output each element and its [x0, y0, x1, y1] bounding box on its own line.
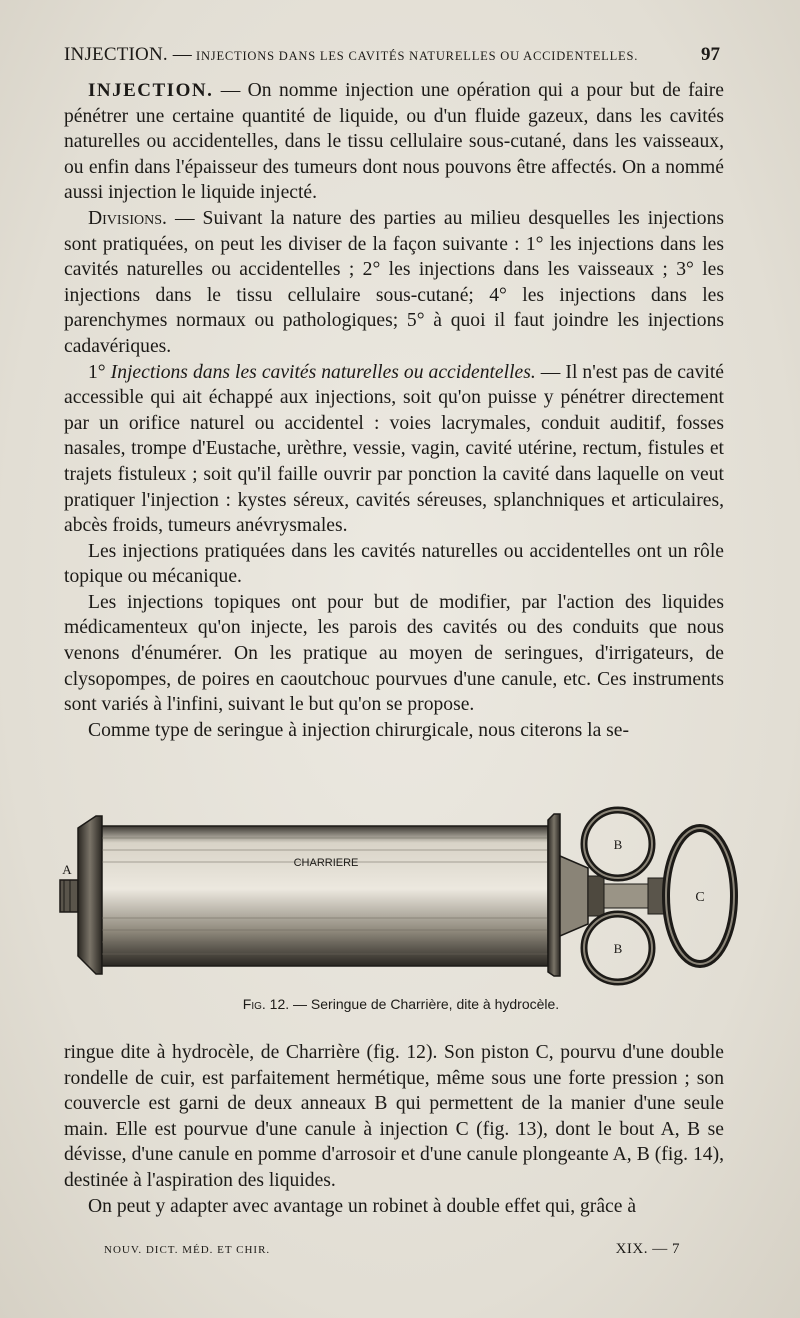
paragraph-divisions: Divisions. — Suivant la nature des parties au milieu desquelles les injections sont pratiquées, on peut les diviser de la façon suivante : 1° les injections dans les cavités naturelles ou accidentelles ; 2° les injections dans les vaisseaux ; 3° les injections dans le tissu cellulaire sous-cutané; 4° les injections dans les parenchymes normaux ou pathologiques; 5° à quoi il faut joindre les injections cadavériques. — [64, 207, 724, 357]
label-c: C — [695, 890, 705, 905]
header-subtitle: INJECTIONS DANS LES CAVITÉS NATURELLES OU ACCIDENTELLES. — [196, 49, 639, 63]
paragraph-cavities: 1° Injections dans les cavités naturelles ou accidentelles. — Il n'est pas de cavité accessible qui ait échappé aux injections, soit qu'on puisse y pénétrer directement par un orifice naturel ou accidentel : voies lacrymales, conduit auditif, fosses nasales, trompe d'Eustache, urèthre, vessie, vagin, cavité utérine, rectum, fistules et trajets fistuleux ; soit qu'il faille ouvrir par ponction la cavité dans laquelle on veut pratiquer l'injection : kystes séreux, cavités séreuses, splanchniques et articulaires, abcès froids, tumeurs anévrysmales. — [64, 361, 725, 537]
section-heading-divisions: Divisions. — [88, 207, 167, 229]
label-b-bottom: B — [613, 941, 623, 956]
running-header — [64, 44, 720, 74]
caption-figure-number: Fig. 12. — [242, 996, 290, 1012]
caption-text: — Seringue de Charrière, dite à hydrocèle. — [289, 996, 560, 1012]
figure-12 — [56, 806, 746, 1012]
label-b-top: B — [613, 837, 623, 852]
figure-caption — [56, 996, 746, 1012]
header-title: INJECTION. — — [64, 44, 192, 65]
paragraph-definition: INJECTION. — On nomme injection une opération qui a pour but de faire pénétrer une certaine quantité de liquide, ou d'un fluide gazeux, dans les cavités naturelles ou accidentelles, dans le tissu cellulaire sous-cutané, dans les vaisseaux, ou enfin dans l'épaisseur des tumeurs dont nous pouvons être affectés. On a nommé aussi injection le liquide injecté. — [64, 80, 724, 204]
footer-volume-sheet: XIX. — 7 — [615, 1241, 680, 1257]
footer-signature: NOUV. DICT. MÉD. ET CHIR. — [104, 1244, 271, 1256]
subsection-heading: Injections dans les cavités naturelles ou accidentelles. — [110, 361, 536, 383]
paragraph-syringe-description: ringue dite à hydrocèle, de Charrière (fig. 12). Son piston C, pourvu d'une double rondelle de cuir, est parfaitement hermétique, même sous une forte pression ; son couvercle est garni de deux anneaux B qui permettent de la manier d'une seule main. Elle est pourvue d'une canule à injection C (fig. 13), dont le bout A, B se dévisse, d'une canule en pomme d'arrosoir et d'une canule plongeante A, B (fig. 14), destinée à l'aspiration des liquides. — [64, 1042, 724, 1191]
paragraph-robinet: On peut y adapter avec avantage un robinet à double effet qui, grâce à — [88, 1195, 637, 1217]
entry-heading: INJECTION. — [88, 80, 214, 101]
text-block-upper — [64, 78, 724, 743]
paragraph-role: Les injections pratiquées dans les cavités naturelles ou accidentelles ont un rôle topique ou mécanique. — [64, 540, 724, 588]
text-block-lower — [64, 1040, 724, 1219]
paragraph-topical: Les injections topiques ont pour but de modifier, par l'action des liquides médicamenteux qu'on injecte, les parois des cavités ou des conduits que nous venons d'énumérer. On les pratique au moyen de seringues, d'irrigateurs, de clysopompes, de poires en caoutchouc pourvues d'une canule, etc. Ces instruments sont variés à l'infini, suivant le but qu'on se propose. — [64, 591, 724, 716]
label-a: A — [62, 862, 72, 877]
syringe-illustration — [56, 806, 746, 991]
page-number: 97 — [701, 44, 720, 65]
engraved-maker-label: CHARRIERE — [293, 857, 359, 869]
paragraph-syringe-intro: Comme type de seringue à injection chirurgicale, nous citerons la se- — [88, 719, 630, 741]
page-footer — [104, 1241, 680, 1258]
